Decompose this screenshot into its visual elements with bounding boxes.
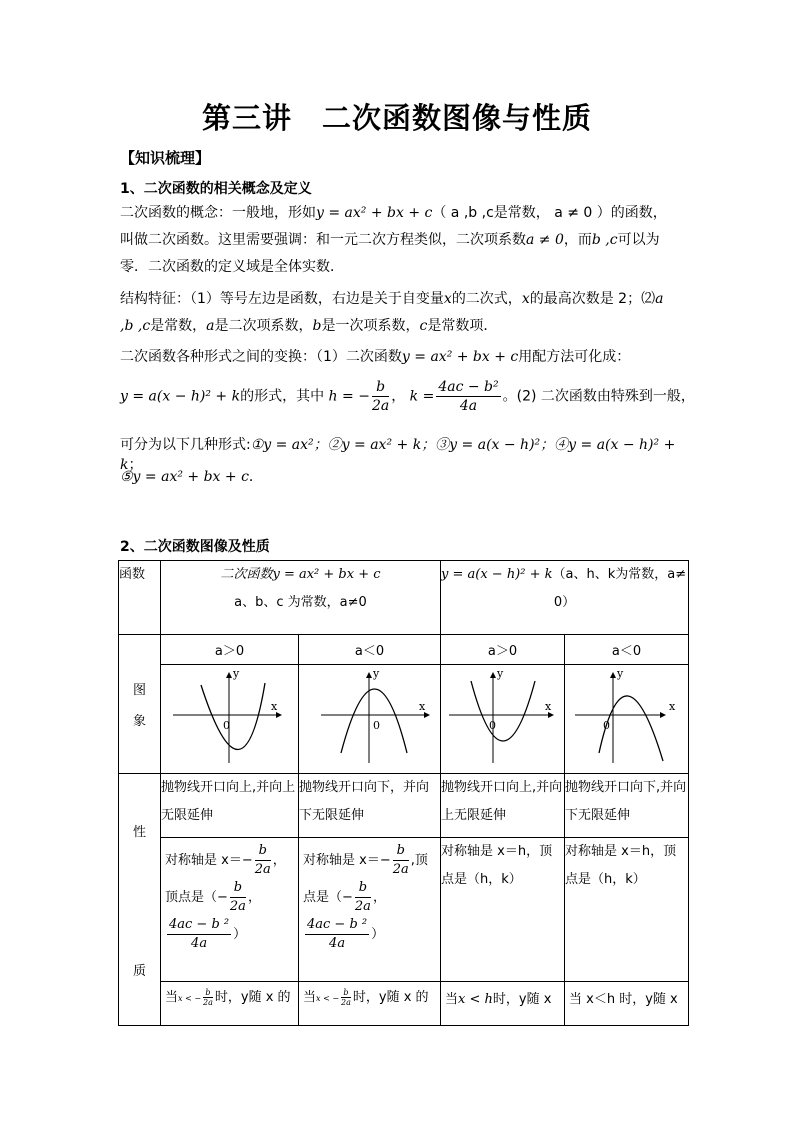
std-form-cell xyxy=(161,561,441,635)
axis-y-label: y xyxy=(617,667,624,680)
def-text-a: 二次函数的概念：一般地，形如 xyxy=(120,205,316,221)
struct-text-g: 是二次项系数， xyxy=(214,318,313,334)
struct-text-k: 是常数项． xyxy=(427,318,498,334)
monotonic-cell-2: 当x < − $\frac{b}{2a}$ 时，y随 x 的 xyxy=(299,982,441,1026)
struct-text-h: b xyxy=(312,318,322,334)
def-text-c: a ≠ 0 xyxy=(526,232,564,248)
vertex-text: 的形式，其中 xyxy=(240,388,325,405)
monotonic-cell-4: 当 x＜h 时，y随 x xyxy=(565,982,689,1026)
def-text-e: b ,c xyxy=(591,232,618,248)
form-3: ；③y = a(x − h)² xyxy=(421,437,541,453)
h-equation: h = − xyxy=(328,388,370,405)
vtx-condition-2: 0） xyxy=(553,595,576,610)
open-down-cell-2: 抛物线开口向下,并向下无限延伸 xyxy=(565,774,689,838)
struct-text-i: 是一次项系数， xyxy=(321,318,420,334)
origin-label: 0 xyxy=(489,719,496,732)
axis-y-label: y xyxy=(497,667,504,680)
axis-h-cell-2: 对称轴是 x＝h，顶点是（h，k） xyxy=(565,838,689,982)
graph-cell-4 xyxy=(565,665,689,774)
page-title: 第三讲 二次函数图像与性质 xyxy=(201,101,592,135)
graph-cell-1 xyxy=(161,665,299,774)
parabola-down-graph-2 xyxy=(565,665,688,769)
row-label-function: 函数 xyxy=(119,561,161,635)
struct-text-d: a ,b ,c xyxy=(120,291,664,334)
row-label-properties: 性 质 xyxy=(119,774,161,1026)
vtx-formula: y = a(x − h)² + k xyxy=(441,567,553,582)
axis-x-label: x xyxy=(271,700,278,713)
def-formula: y = ax² + bx + c xyxy=(316,205,433,221)
axis-vertex-cell-1: 对称轴是 x＝− $\frac{b}{2a}$ ， 顶点是（− $\frac{b}{2a}$ ， $\frac{\text{4ac − b ²}}{4a}$ ） xyxy=(161,838,299,982)
trans-formula: y = ax² + bx + c xyxy=(401,349,519,365)
def-text-b: （ a ,b ,c是常数， a ≠ 0 ）的函数，叫做二次函数。这里需要强调：和一元二次方程类似，二次项系数 xyxy=(120,205,667,248)
struct-var-x-2: x xyxy=(521,291,530,307)
axis-y-label: y xyxy=(233,667,240,680)
vertex-form-cell xyxy=(441,561,689,635)
properties-table xyxy=(118,560,689,1026)
axis-h-cell-1: 对称轴是 x＝h，顶点是（h，k） xyxy=(441,838,565,982)
struct-text-b: 的二次式， xyxy=(451,291,522,307)
open-up-cell-2: 抛物线开口向上,并向上无限延伸 xyxy=(441,774,565,838)
trans-text-c: 。(2) 二次函数由特殊到一般， xyxy=(502,388,695,405)
struct-text-f: a xyxy=(206,318,215,334)
vtx-condition: （a、h、k为常数，a≠ xyxy=(552,567,687,582)
row-label-graph: 图 象 xyxy=(119,635,161,774)
form-5-sep: ； xyxy=(128,457,143,473)
section-1-heading: 1、二次函数的相关概念及定义 xyxy=(120,181,312,197)
parabola-up-graph-2 xyxy=(441,665,564,769)
parabola-up-graph-1 xyxy=(161,665,298,769)
header-a-neg-1: a＜0 xyxy=(299,635,441,665)
section-heading-knowledge: 【知识梳理】 xyxy=(120,149,211,167)
axis-vertex-cell-2: 对称轴是 x＝− $\frac{b}{2a}$ ,顶 点是（− $\frac{b}{2a}$ ， $\frac{\text{4ac − b ²}}{4a}$ ） xyxy=(299,838,441,982)
header-a-neg-2: a＜0 xyxy=(565,635,689,665)
def-text-d: ，而 xyxy=(563,232,592,248)
vertex-form: y = a(x − h)² + k xyxy=(120,388,241,405)
monotonic-cell-1: 当x < − $\frac{b}{2a}$ 时，y随 x 的 xyxy=(161,982,299,1026)
axis-y-label: y xyxy=(373,667,380,680)
trans-text-b: 用配方法可化成： xyxy=(518,349,631,365)
open-down-cell-1: 抛物线开口向下，并向下无限延伸 xyxy=(299,774,441,838)
std-form-condition: a、b、c 为常数，a≠0 xyxy=(234,595,367,610)
form-2: ；②y = ax² + k xyxy=(313,437,422,453)
vertex-form-line: y = a(x − h)² + k的形式，其中 h = − $\frac{b}{2a}$ ， k = $\frac{\text{4ac − b²}}{4a}$ 。(2) 二次函数由特殊到一般， xyxy=(120,379,695,414)
std-form-formula: 二次函数y = ax² + bx + c xyxy=(220,567,381,582)
header-a-pos-1: a＞0 xyxy=(161,635,299,665)
struct-text-a: 结构特征：（1）等号左边是函数，右边是关于自变量 xyxy=(120,291,444,307)
k-equation: k = xyxy=(409,388,435,405)
axis-x-label: x xyxy=(545,700,552,713)
graph-cell-3 xyxy=(441,665,565,774)
graph-cell-2 xyxy=(299,665,441,774)
trans-text-a: 二次函数各种形式之间的变换：（1）二次函数 xyxy=(120,349,402,365)
parabola-down-graph-1 xyxy=(299,665,440,769)
struct-var-x: x xyxy=(443,291,452,307)
transform-line xyxy=(120,346,700,366)
origin-label: 0 xyxy=(223,719,230,732)
struct-text-c: 的最高次数是 2；⑵ xyxy=(529,291,656,307)
axis-x-label: x xyxy=(419,700,426,713)
k-fraction: $\frac{\text{4ac − b²}}{4a}$ xyxy=(438,379,499,414)
section-2-heading: 2、二次函数图像及性质 xyxy=(120,539,270,555)
form-5: ⑤y = ax² + bx + c xyxy=(120,469,249,485)
struct-text-e: 是常数， xyxy=(150,318,207,334)
form-4: ；④y = a(x − h)² + k xyxy=(120,437,676,473)
origin-label: 0 xyxy=(603,719,610,732)
definition-paragraph xyxy=(120,200,680,281)
header-a-pos-2: a＞0 xyxy=(441,635,565,665)
structure-paragraph xyxy=(120,286,680,340)
struct-text-j: c xyxy=(419,318,428,334)
def-text-f: 可以为零．二次函数的定义域是全体实数． xyxy=(120,232,660,275)
form-5-end: ． xyxy=(248,469,263,485)
axis-x-label: x xyxy=(669,700,676,713)
open-up-cell-1: 抛物线开口向上,并向上无限延伸 xyxy=(161,774,299,838)
origin-label: 0 xyxy=(373,719,380,732)
h-fraction: $\frac{b}{2a}$ xyxy=(371,379,390,414)
forms-intro: 可分为以下几种形式: xyxy=(120,437,251,453)
forms-line-2 xyxy=(120,466,700,486)
form-1: ①y = ax² xyxy=(250,437,314,453)
monotonic-cell-3: 当x < h时，y随 x xyxy=(441,982,565,1026)
